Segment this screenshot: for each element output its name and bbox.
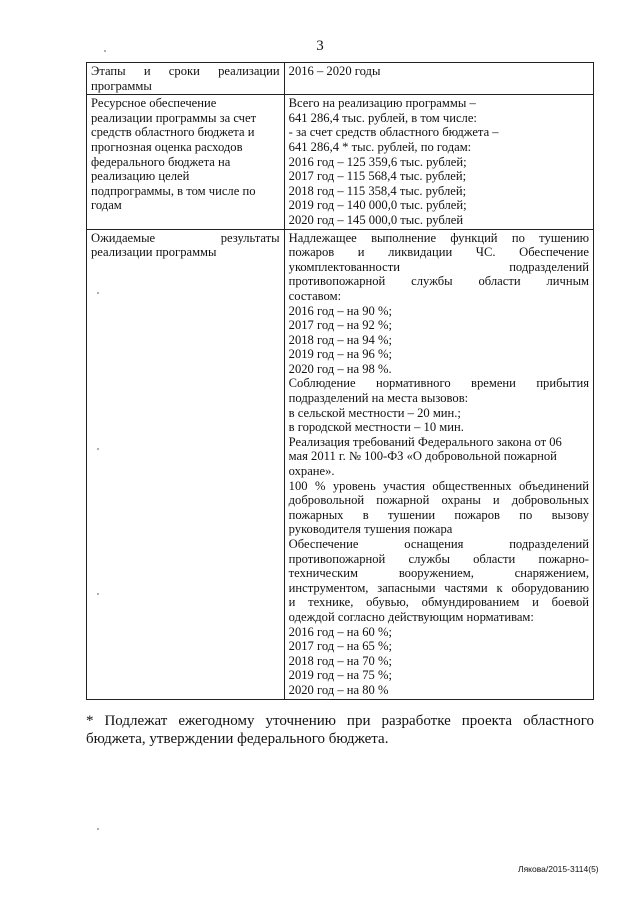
row-value-line: 2019 год – 140 000,0 тыс. рублей;: [288, 198, 467, 213]
page-number: 3: [316, 38, 324, 54]
row-label-line: реализации программы: [91, 245, 217, 260]
row-value-cell: [284, 63, 593, 95]
footnote: [86, 712, 594, 748]
program-passport-table: [86, 62, 594, 700]
row-label-line: подпрограммы, в том числе по: [91, 183, 256, 198]
table-row: [87, 95, 594, 229]
row-label-line: годам: [91, 198, 122, 213]
row-label-line: средств областного бюджета и: [91, 125, 255, 140]
row-label-line: прогнозная оценка расходов: [91, 139, 243, 154]
row-value-line: 2018 год – на 94 %;: [288, 332, 392, 347]
row-value-line: составом:: [288, 288, 342, 303]
row-value-cell: [284, 95, 593, 229]
scan-speck: [97, 828, 99, 830]
row-label-line: Ресурсное обеспечение: [91, 96, 217, 111]
row-label-cell: [87, 229, 285, 699]
row-value-line: 2020 год – 145 000,0 тыс. рублей: [288, 212, 464, 227]
row-value-line: Соблюдение нормативного времени прибытия: [288, 376, 589, 391]
row-value-line: 100 % уровень участия общественных объединений: [288, 478, 589, 493]
row-value-line: укомплектованности подразделений: [288, 259, 589, 274]
table-row: [87, 63, 594, 95]
row-value-line: 641 286,4 * тыс. рублей, по годам:: [288, 139, 472, 154]
row-value-cell: [284, 229, 593, 699]
row-value-line: 2018 год – 115 358,4 тыс. рублей;: [288, 183, 467, 198]
row-value-line: охране».: [288, 464, 335, 479]
row-value-line: 2018 год – на 70 %;: [288, 653, 392, 668]
row-value-line: мая 2011 г. № 100-ФЗ «О добровольной пожарной: [288, 449, 557, 464]
footnote-line-1: * Подлежат ежегодному уточнению при разработке проекта областного: [86, 713, 594, 729]
scan-speck: [97, 593, 99, 595]
row-value-line: противопожарной службы области личным: [288, 274, 589, 289]
row-label-line: федерального бюджета на: [91, 154, 231, 169]
row-label-line: реализацию целей: [91, 169, 190, 184]
row-value-line: техническим вооружением, снаряжением,: [288, 566, 589, 581]
row-value-line: 2019 год – на 75 %;: [288, 668, 392, 683]
row-value-line: 2016 год – 125 359,6 тыс. рублей;: [288, 154, 467, 169]
row-value-line: в сельской местности – 20 мин.;: [288, 405, 461, 420]
row-value-line: 2020 год – на 80 %: [288, 682, 389, 697]
row-value-line: инструментом, запасными частями к оборудованию: [288, 580, 589, 595]
row-value-line: подразделений на места вызовов:: [288, 391, 469, 406]
row-value-line: противопожарной службы области пожарно-: [288, 551, 589, 566]
document-code: Лякова/2015-3114(5): [518, 864, 599, 874]
row-value-line: пожарных в тушении пожаров по вызову: [288, 507, 589, 522]
scan-speck: [97, 292, 99, 294]
row-value-line: 2017 год – на 92 %;: [288, 318, 392, 333]
row-value-line: добровольной пожарной охраны и добровольных: [288, 493, 589, 508]
row-value-line: 2020 год – на 98 %.: [288, 361, 392, 376]
row-value-line: пожаров и ликвидации ЧС. Обеспечение: [288, 245, 589, 260]
scan-speck: [104, 50, 106, 52]
table-row: [87, 229, 594, 699]
row-label-cell: [87, 95, 285, 229]
row-label-line: программы: [91, 78, 152, 93]
row-label-cell: [87, 63, 285, 95]
row-value-line: Реализация требований Федерального закона от 06: [288, 434, 562, 449]
row-label-line: Ожидаемые результаты: [91, 230, 280, 245]
row-value-line: 2016 – 2020 годы: [288, 64, 381, 78]
row-value-line: и технике, обувью, обмундированием и боевой: [288, 595, 589, 610]
row-value-line: 2016 год – на 60 %;: [288, 624, 392, 639]
row-value-line: 2019 год – на 96 %;: [288, 347, 392, 362]
row-value-line: Обеспечение оснащения подразделений: [288, 537, 589, 551]
row-value-line: 2017 год – 115 568,4 тыс. рублей;: [288, 169, 467, 184]
footnote-line-2: бюджета, утверждении федерального бюджета.: [86, 731, 389, 747]
row-value-line: Всего на реализацию программы –: [288, 96, 476, 111]
row-value-line: 641 286,4 тыс. рублей, в том числе:: [288, 110, 477, 125]
row-value-line: в городской местности – 10 мин.: [288, 420, 464, 435]
row-value-line: одеждой согласно действующим нормативам:: [288, 609, 534, 624]
scan-speck: [97, 448, 99, 450]
row-value-line: 2016 год – на 90 %;: [288, 303, 392, 318]
row-label-line: Этапы и сроки реализации: [91, 64, 280, 78]
row-label-line: реализации программы за счет: [91, 110, 257, 125]
row-value-line: Надлежащее выполнение функций по тушению: [288, 230, 589, 245]
row-value-line: - за счет средств областного бюджета –: [288, 125, 499, 140]
row-value-line: руководителя тушения пожара: [288, 522, 453, 537]
row-value-line: 2017 год – на 65 %;: [288, 639, 392, 654]
